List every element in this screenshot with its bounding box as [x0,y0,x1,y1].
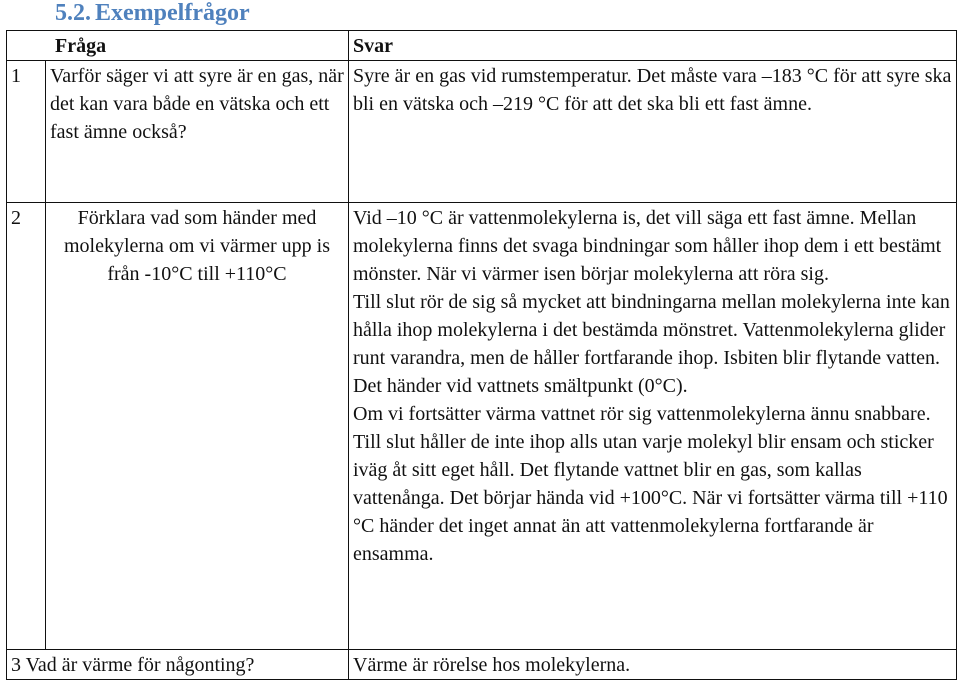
row-question: Varför säger vi att syre är en gas, när det kan vara både en vätska och ett fast ämne också? [46,61,349,203]
row-answer [349,61,957,203]
row-answer [349,203,957,650]
answer-paragraph: Värme är rörelse hos molekylerna. [353,654,631,676]
table-header-row [7,31,957,61]
table-row [7,61,957,203]
header-question: Fråga [7,31,349,61]
row-number-question: 3 Vad är värme för någonting? [7,650,349,680]
section-title: Exempelfrågor [95,0,250,26]
header-answer: Svar [349,31,957,61]
table-row [7,650,957,680]
question-answer-table [6,30,957,680]
answer-paragraph: Till slut rör de sig så mycket att bindningarna mellan molekylerna inte kan hålla ihop molekylerna i det bestämda mönstret. Vattenmolekylerna glider runt varandra, men de håller fortfarande ihop. Isbiten blir flytande vatten. Det händer vid vattnets smältpunkt (0°C). [353,291,950,397]
section-heading [55,0,250,28]
row-number: 2 [7,203,46,650]
row-question: Förklara vad som händer med molekylerna om vi värmer upp is från -10°C till +110°C [46,203,349,650]
answer-paragraph: Vid –10 °C är vattenmolekylerna is, det vill säga ett fast ämne. Mellan molekylerna finns det svaga bindningar som håller ihop dem i ett bestämt mönster. När vi värmer isen börjar molekylerna att röra sig. [353,207,942,285]
row-answer [349,650,957,680]
section-number: 5.2. [55,0,91,26]
answer-paragraph: Syre är en gas vid rumstemperatur. Det måste vara –183 °C för att syre ska bli en vätska och –219 °C för att det ska bli ett fast ämne. [353,65,952,115]
row-number: 1 [7,61,46,203]
answer-paragraph: Om vi fortsätter värma vattnet rör sig vattenmolekylerna ännu snabbare. Till slut håller de inte ihop alls utan varje molekyl blir ensam och sticker iväg åt sitt eget håll. Det flytande vattnet blir en gas, som kallas vattenånga. Det börjar hända vid +100°C. När vi fortsätter värma till +110 °C händer det inget annat än att vattenmolekylerna fortfarande är ensamma. [353,403,948,565]
table-row [7,203,957,650]
